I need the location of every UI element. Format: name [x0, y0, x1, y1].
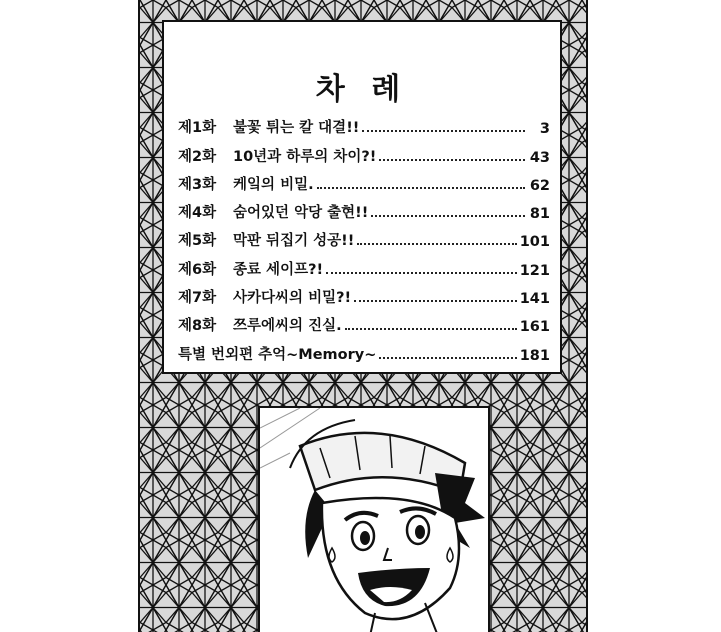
- toc-entry: [178, 166, 550, 194]
- toc-entry: [178, 279, 550, 307]
- toc-page-number: 101: [519, 234, 550, 251]
- manga-character-portrait-icon: [260, 408, 488, 632]
- toc-chapter-number: 제2화: [178, 148, 217, 165]
- toc-chapter-title: 특별 번외편 추억~Memory~: [178, 346, 377, 363]
- toc-chapter-title: 숨어있던 악당 출현!!: [233, 205, 369, 222]
- toc-page-number: 181: [519, 347, 550, 364]
- toc-chapter-title: 쯔루에씨의 진실.: [233, 318, 342, 335]
- illustration-panel: [258, 406, 490, 632]
- toc-leader-dots: [357, 242, 516, 245]
- toc-leader-dots: [379, 158, 525, 161]
- toc-chapter-number: 제1화: [178, 120, 217, 137]
- toc-leader-dots: [326, 271, 517, 274]
- toc-chapter-number: 제4화: [178, 205, 217, 222]
- toc-entry: [178, 335, 550, 363]
- toc-entry: [178, 222, 550, 250]
- toc-entry: [178, 194, 550, 222]
- toc-list: [178, 109, 550, 364]
- toc-page-number: 62: [529, 177, 550, 194]
- toc-leader-dots: [345, 327, 517, 330]
- toc-entry: [178, 137, 550, 165]
- toc-chapter-title: 10년과 하루의 차이?!: [233, 148, 377, 165]
- toc-chapter-number: 제6화: [178, 261, 217, 278]
- toc-page-number: 161: [519, 319, 550, 336]
- toc-entry: [178, 109, 550, 137]
- toc-chapter-number: 제5화: [178, 233, 217, 250]
- toc-entry: [178, 307, 550, 335]
- toc-leader-dots: [317, 186, 525, 189]
- toc-entry: [178, 250, 550, 278]
- toc-chapter-title: 불꽃 튀는 칼 대결!!: [233, 120, 360, 137]
- toc-chapter-number: 제7화: [178, 290, 217, 307]
- toc-page-number: 3: [539, 121, 550, 138]
- toc-chapter-title: 종료 세이프?!: [233, 261, 324, 278]
- toc-chapter-title: 케잌의 비밀.: [233, 176, 314, 193]
- toc-chapter-title: 사카다씨의 비밀?!: [233, 290, 352, 307]
- toc-page-number: 81: [529, 206, 550, 223]
- toc-page-number: 43: [529, 149, 550, 166]
- toc-leader-dots: [379, 356, 516, 359]
- toc-page-number: 141: [519, 291, 550, 308]
- toc-chapter-title: 막판 뒤집기 성공!!: [233, 233, 355, 250]
- book-page: [138, 0, 588, 632]
- toc-leader-dots: [362, 129, 525, 132]
- toc-leader-dots: [371, 214, 525, 217]
- table-of-contents-panel: [162, 20, 562, 374]
- toc-page-number: 121: [519, 262, 550, 279]
- toc-leader-dots: [354, 299, 517, 302]
- toc-title: 차 례: [315, 72, 409, 107]
- toc-chapter-number: 제8화: [178, 318, 217, 335]
- toc-chapter-number: 제3화: [178, 176, 217, 193]
